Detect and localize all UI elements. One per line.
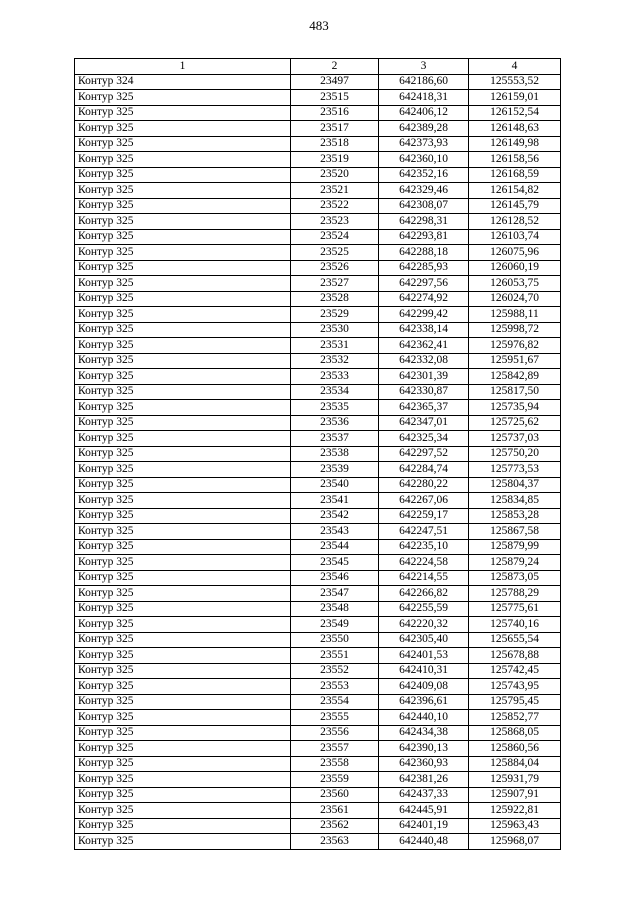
y-coordinate-cell: 126149,98 <box>469 136 561 152</box>
point-number-cell: 23530 <box>291 322 379 338</box>
table-row <box>75 679 561 695</box>
table-row <box>75 90 561 106</box>
y-coordinate-cell: 126145,79 <box>469 198 561 214</box>
contour-name-cell: Контур 325 <box>75 663 291 679</box>
contour-name-cell: Контур 325 <box>75 322 291 338</box>
y-coordinate-cell: 125678,88 <box>469 648 561 664</box>
point-number-cell: 23563 <box>291 834 379 850</box>
contour-name-cell: Контур 325 <box>75 446 291 462</box>
x-coordinate-cell: 642365,37 <box>379 400 469 416</box>
y-coordinate-cell: 125931,79 <box>469 772 561 788</box>
contour-name-cell: Контур 325 <box>75 803 291 819</box>
table-row <box>75 756 561 772</box>
y-coordinate-cell: 125907,91 <box>469 787 561 803</box>
table-row <box>75 772 561 788</box>
x-coordinate-cell: 642301,39 <box>379 369 469 385</box>
x-coordinate-cell: 642332,08 <box>379 353 469 369</box>
x-coordinate-cell: 642418,31 <box>379 90 469 106</box>
table-row <box>75 183 561 199</box>
contour-name-cell: Контур 325 <box>75 291 291 307</box>
contour-name-cell: Контур 325 <box>75 818 291 834</box>
table-row <box>75 601 561 617</box>
contour-name-cell: Контур 325 <box>75 90 291 106</box>
table-row <box>75 694 561 710</box>
table-row <box>75 632 561 648</box>
x-coordinate-cell: 642285,93 <box>379 260 469 276</box>
x-coordinate-cell: 642186,60 <box>379 74 469 90</box>
table-row <box>75 353 561 369</box>
point-number-cell: 23559 <box>291 772 379 788</box>
table-row <box>75 586 561 602</box>
table-row <box>75 167 561 183</box>
y-coordinate-cell: 126075,96 <box>469 245 561 261</box>
point-number-cell: 23531 <box>291 338 379 354</box>
table-row <box>75 260 561 276</box>
table-row <box>75 787 561 803</box>
table-row <box>75 431 561 447</box>
point-number-cell: 23518 <box>291 136 379 152</box>
point-number-cell: 23515 <box>291 90 379 106</box>
point-number-cell: 23552 <box>291 663 379 679</box>
x-coordinate-cell: 642274,92 <box>379 291 469 307</box>
x-coordinate-cell: 642325,34 <box>379 431 469 447</box>
point-number-cell: 23517 <box>291 121 379 137</box>
table-row <box>75 276 561 292</box>
contour-name-cell: Контур 325 <box>75 167 291 183</box>
table-row <box>75 570 561 586</box>
contour-name-cell: Контур 325 <box>75 617 291 633</box>
x-coordinate-cell: 642297,52 <box>379 446 469 462</box>
y-coordinate-cell: 125804,37 <box>469 477 561 493</box>
contour-name-cell: Контур 325 <box>75 276 291 292</box>
contour-name-cell: Контур 325 <box>75 384 291 400</box>
table-row <box>75 617 561 633</box>
y-coordinate-cell: 126103,74 <box>469 229 561 245</box>
table-row <box>75 663 561 679</box>
point-number-cell: 23561 <box>291 803 379 819</box>
contour-name-cell: Контур 325 <box>75 415 291 431</box>
table-row <box>75 307 561 323</box>
x-coordinate-cell: 642299,42 <box>379 307 469 323</box>
contour-name-cell: Контур 325 <box>75 477 291 493</box>
table-row <box>75 198 561 214</box>
x-coordinate-cell: 642267,06 <box>379 493 469 509</box>
table-header-row <box>75 59 561 75</box>
contour-name-cell: Контур 325 <box>75 369 291 385</box>
x-coordinate-cell: 642406,12 <box>379 105 469 121</box>
y-coordinate-cell: 125750,20 <box>469 446 561 462</box>
y-coordinate-cell: 125743,95 <box>469 679 561 695</box>
point-number-cell: 23540 <box>291 477 379 493</box>
contour-name-cell: Контур 325 <box>75 214 291 230</box>
contour-name-cell: Контур 325 <box>75 586 291 602</box>
x-coordinate-cell: 642305,40 <box>379 632 469 648</box>
contour-name-cell: Контур 325 <box>75 787 291 803</box>
x-coordinate-cell: 642329,46 <box>379 183 469 199</box>
point-number-cell: 23547 <box>291 586 379 602</box>
point-number-cell: 23524 <box>291 229 379 245</box>
point-number-cell: 23538 <box>291 446 379 462</box>
y-coordinate-cell: 126053,75 <box>469 276 561 292</box>
x-coordinate-cell: 642308,07 <box>379 198 469 214</box>
point-number-cell: 23542 <box>291 508 379 524</box>
y-coordinate-cell: 125842,89 <box>469 369 561 385</box>
table-row <box>75 121 561 137</box>
point-number-cell: 23516 <box>291 105 379 121</box>
table-row <box>75 369 561 385</box>
table-row <box>75 508 561 524</box>
contour-name-cell: Контур 325 <box>75 710 291 726</box>
x-coordinate-cell: 642280,22 <box>379 477 469 493</box>
y-coordinate-cell: 125817,50 <box>469 384 561 400</box>
x-coordinate-cell: 642362,41 <box>379 338 469 354</box>
table-row <box>75 415 561 431</box>
y-coordinate-cell: 125879,24 <box>469 555 561 571</box>
y-coordinate-cell: 125988,11 <box>469 307 561 323</box>
x-coordinate-cell: 642434,38 <box>379 725 469 741</box>
point-number-cell: 23537 <box>291 431 379 447</box>
x-coordinate-cell: 642266,82 <box>379 586 469 602</box>
x-coordinate-cell: 642360,10 <box>379 152 469 168</box>
contour-name-cell: Контур 325 <box>75 756 291 772</box>
point-number-cell: 23526 <box>291 260 379 276</box>
table-row <box>75 493 561 509</box>
coordinates-table <box>74 58 561 850</box>
y-coordinate-cell: 125951,67 <box>469 353 561 369</box>
table-row <box>75 524 561 540</box>
table-row <box>75 648 561 664</box>
point-number-cell: 23546 <box>291 570 379 586</box>
contour-name-cell: Контур 325 <box>75 725 291 741</box>
y-coordinate-cell: 125742,45 <box>469 663 561 679</box>
contour-name-cell: Контур 325 <box>75 198 291 214</box>
table-row <box>75 291 561 307</box>
x-coordinate-cell: 642293,81 <box>379 229 469 245</box>
point-number-cell: 23528 <box>291 291 379 307</box>
x-coordinate-cell: 642440,48 <box>379 834 469 850</box>
point-number-cell: 23525 <box>291 245 379 261</box>
point-number-cell: 23553 <box>291 679 379 695</box>
x-coordinate-cell: 642247,51 <box>379 524 469 540</box>
point-number-cell: 23556 <box>291 725 379 741</box>
y-coordinate-cell: 125884,04 <box>469 756 561 772</box>
y-coordinate-cell: 125976,82 <box>469 338 561 354</box>
y-coordinate-cell: 125773,53 <box>469 462 561 478</box>
table-row <box>75 229 561 245</box>
x-coordinate-cell: 642401,53 <box>379 648 469 664</box>
table-row <box>75 338 561 354</box>
contour-name-cell: Контур 325 <box>75 601 291 617</box>
y-coordinate-cell: 126158,56 <box>469 152 561 168</box>
point-number-cell: 23541 <box>291 493 379 509</box>
table-body <box>75 74 561 849</box>
point-number-cell: 23519 <box>291 152 379 168</box>
point-number-cell: 23558 <box>291 756 379 772</box>
point-number-cell: 23554 <box>291 694 379 710</box>
point-number-cell: 23533 <box>291 369 379 385</box>
point-number-cell: 23522 <box>291 198 379 214</box>
table-row <box>75 725 561 741</box>
contour-name-cell: Контур 325 <box>75 260 291 276</box>
point-number-cell: 23543 <box>291 524 379 540</box>
table-row <box>75 384 561 400</box>
point-number-cell: 23549 <box>291 617 379 633</box>
y-coordinate-cell: 125853,28 <box>469 508 561 524</box>
contour-name-cell: Контур 325 <box>75 462 291 478</box>
point-number-cell: 23560 <box>291 787 379 803</box>
table-row <box>75 322 561 338</box>
y-coordinate-cell: 126060,19 <box>469 260 561 276</box>
table-row <box>75 834 561 850</box>
contour-name-cell: Контур 325 <box>75 632 291 648</box>
x-coordinate-cell: 642214,55 <box>379 570 469 586</box>
point-number-cell: 23527 <box>291 276 379 292</box>
contour-name-cell: Контур 325 <box>75 121 291 137</box>
table-row <box>75 245 561 261</box>
contour-name-cell: Контур 325 <box>75 524 291 540</box>
x-coordinate-cell: 642255,59 <box>379 601 469 617</box>
x-coordinate-cell: 642298,31 <box>379 214 469 230</box>
point-number-cell: 23534 <box>291 384 379 400</box>
point-number-cell: 23536 <box>291 415 379 431</box>
point-number-cell: 23550 <box>291 632 379 648</box>
contour-name-cell: Контур 325 <box>75 508 291 524</box>
point-number-cell: 23562 <box>291 818 379 834</box>
x-coordinate-cell: 642389,28 <box>379 121 469 137</box>
contour-name-cell: Контур 325 <box>75 431 291 447</box>
y-coordinate-cell: 126024,70 <box>469 291 561 307</box>
point-number-cell: 23535 <box>291 400 379 416</box>
table-row <box>75 539 561 555</box>
table-row <box>75 152 561 168</box>
y-coordinate-cell: 126159,01 <box>469 90 561 106</box>
y-coordinate-cell: 125737,03 <box>469 431 561 447</box>
table-row <box>75 710 561 726</box>
contour-name-cell: Контур 325 <box>75 136 291 152</box>
contour-name-cell: Контур 325 <box>75 152 291 168</box>
contour-name-cell: Контур 325 <box>75 570 291 586</box>
contour-name-cell: Контур 325 <box>75 539 291 555</box>
table-row <box>75 818 561 834</box>
contour-name-cell: Контур 325 <box>75 834 291 850</box>
table-row <box>75 477 561 493</box>
table-row <box>75 462 561 478</box>
x-coordinate-cell: 642396,61 <box>379 694 469 710</box>
x-coordinate-cell: 642297,56 <box>379 276 469 292</box>
point-number-cell: 23529 <box>291 307 379 323</box>
contour-name-cell: Контур 325 <box>75 183 291 199</box>
table-row <box>75 214 561 230</box>
contour-name-cell: Контур 325 <box>75 245 291 261</box>
point-number-cell: 23523 <box>291 214 379 230</box>
contour-name-cell: Контур 325 <box>75 353 291 369</box>
x-coordinate-cell: 642401,19 <box>379 818 469 834</box>
point-number-cell: 23544 <box>291 539 379 555</box>
y-coordinate-cell: 126154,82 <box>469 183 561 199</box>
contour-name-cell: Контур 325 <box>75 400 291 416</box>
point-number-cell: 23532 <box>291 353 379 369</box>
y-coordinate-cell: 125852,77 <box>469 710 561 726</box>
x-coordinate-cell: 642437,33 <box>379 787 469 803</box>
column-header: 3 <box>379 59 469 75</box>
y-coordinate-cell: 125834,85 <box>469 493 561 509</box>
x-coordinate-cell: 642352,16 <box>379 167 469 183</box>
x-coordinate-cell: 642445,91 <box>379 803 469 819</box>
contour-name-cell: Контур 325 <box>75 741 291 757</box>
contour-name-cell: Контур 325 <box>75 648 291 664</box>
point-number-cell: 23497 <box>291 74 379 90</box>
x-coordinate-cell: 642347,01 <box>379 415 469 431</box>
point-number-cell: 23521 <box>291 183 379 199</box>
x-coordinate-cell: 642288,18 <box>379 245 469 261</box>
y-coordinate-cell: 125775,61 <box>469 601 561 617</box>
y-coordinate-cell: 125879,99 <box>469 539 561 555</box>
y-coordinate-cell: 125735,94 <box>469 400 561 416</box>
page-number: 483 <box>309 18 329 33</box>
y-coordinate-cell: 125553,52 <box>469 74 561 90</box>
contour-name-cell: Контур 325 <box>75 307 291 323</box>
x-coordinate-cell: 642409,08 <box>379 679 469 695</box>
y-coordinate-cell: 125795,45 <box>469 694 561 710</box>
y-coordinate-cell: 126128,52 <box>469 214 561 230</box>
y-coordinate-cell: 125922,81 <box>469 803 561 819</box>
x-coordinate-cell: 642284,74 <box>379 462 469 478</box>
point-number-cell: 23539 <box>291 462 379 478</box>
point-number-cell: 23548 <box>291 601 379 617</box>
point-number-cell: 23545 <box>291 555 379 571</box>
x-coordinate-cell: 642338,14 <box>379 322 469 338</box>
contour-name-cell: Контур 325 <box>75 229 291 245</box>
contour-name-cell: Контур 325 <box>75 772 291 788</box>
table-row <box>75 555 561 571</box>
x-coordinate-cell: 642259,17 <box>379 508 469 524</box>
contour-name-cell: Контур 325 <box>75 679 291 695</box>
table-row <box>75 803 561 819</box>
y-coordinate-cell: 125998,72 <box>469 322 561 338</box>
point-number-cell: 23555 <box>291 710 379 726</box>
x-coordinate-cell: 642390,13 <box>379 741 469 757</box>
y-coordinate-cell: 125867,58 <box>469 524 561 540</box>
contour-name-cell: Контур 325 <box>75 694 291 710</box>
contour-name-cell: Контур 325 <box>75 493 291 509</box>
x-coordinate-cell: 642235,10 <box>379 539 469 555</box>
contour-name-cell: Контур 325 <box>75 338 291 354</box>
x-coordinate-cell: 642381,26 <box>379 772 469 788</box>
y-coordinate-cell: 125788,29 <box>469 586 561 602</box>
x-coordinate-cell: 642360,93 <box>379 756 469 772</box>
y-coordinate-cell: 126168,59 <box>469 167 561 183</box>
contour-name-cell: Контур 325 <box>75 105 291 121</box>
contour-name-cell: Контур 325 <box>75 555 291 571</box>
y-coordinate-cell: 125963,43 <box>469 818 561 834</box>
y-coordinate-cell: 125868,05 <box>469 725 561 741</box>
y-coordinate-cell: 125655,54 <box>469 632 561 648</box>
table-row <box>75 741 561 757</box>
table-row <box>75 400 561 416</box>
point-number-cell: 23520 <box>291 167 379 183</box>
x-coordinate-cell: 642224,58 <box>379 555 469 571</box>
table-row <box>75 446 561 462</box>
table-row <box>75 74 561 90</box>
table-row <box>75 136 561 152</box>
y-coordinate-cell: 125968,07 <box>469 834 561 850</box>
y-coordinate-cell: 126148,63 <box>469 121 561 137</box>
y-coordinate-cell: 126152,54 <box>469 105 561 121</box>
y-coordinate-cell: 125860,56 <box>469 741 561 757</box>
column-header: 4 <box>469 59 561 75</box>
column-header: 2 <box>291 59 379 75</box>
y-coordinate-cell: 125725,62 <box>469 415 561 431</box>
y-coordinate-cell: 125740,16 <box>469 617 561 633</box>
table-row <box>75 105 561 121</box>
x-coordinate-cell: 642373,93 <box>379 136 469 152</box>
point-number-cell: 23557 <box>291 741 379 757</box>
x-coordinate-cell: 642440,10 <box>379 710 469 726</box>
x-coordinate-cell: 642330,87 <box>379 384 469 400</box>
point-number-cell: 23551 <box>291 648 379 664</box>
contour-name-cell: Контур 324 <box>75 74 291 90</box>
x-coordinate-cell: 642220,32 <box>379 617 469 633</box>
x-coordinate-cell: 642410,31 <box>379 663 469 679</box>
column-header: 1 <box>75 59 291 75</box>
y-coordinate-cell: 125873,05 <box>469 570 561 586</box>
